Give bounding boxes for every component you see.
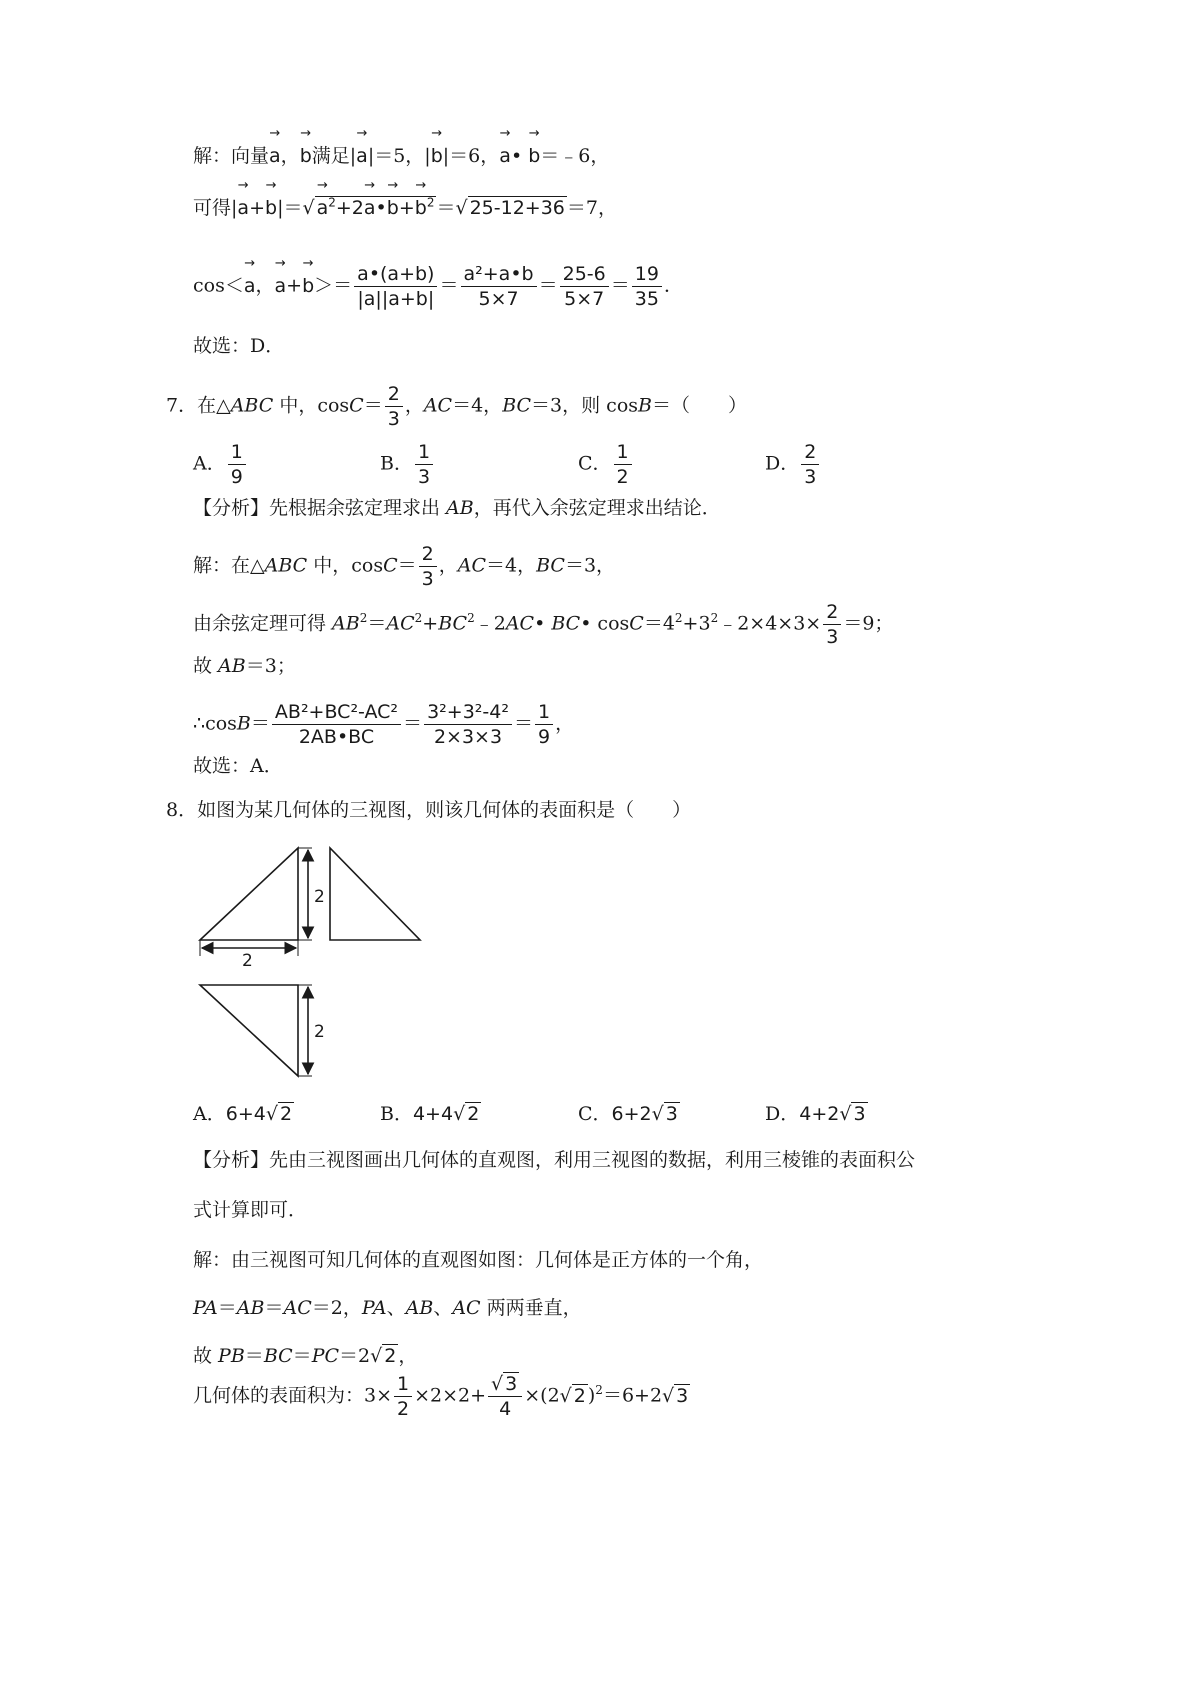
q8-sol-line4: 几何体的表面积为：3× $\frac{1}{2}$ ×2×2+ $\frac{√ 3}{4}$ ×(2√ 2 )$^2$＝6+2√ 3 xyxy=(193,1373,689,1420)
q8-option-a[interactable]: A．6+4√ 2 xyxy=(193,1103,293,1125)
q7-option-d[interactable]: D． $\frac{2}{3}$ xyxy=(765,440,821,489)
top-height-label: 2 xyxy=(314,1022,325,1042)
q8-sol-line2: PA＝AB＝AC＝2，PA、AB、AC 两两垂直， xyxy=(193,1297,582,1319)
front-height-label: 2 xyxy=(314,887,325,907)
q7-option-b[interactable]: B． $\frac{1}{3}$ xyxy=(380,440,435,489)
q7-sol-line4: ∴cosB＝ $\frac{\text{AB²+BC²-AC²}}{2AB•BC}$ ＝ $\frac{\text{3²+3²-4²}}{2\times 3\times 3}$ ＝ $\frac{1}{9}$ ， xyxy=(193,701,575,748)
front-width-label: 2 xyxy=(242,951,253,971)
q6-solution-line3: cos＜→ a，→ a+→ b＞＝ $\frac{a•(a+b)}{|a||a+b|}$ ＝ $\frac{\text{a²+a•b}}{5\times 7}$ ＝ $\frac{25-6}{5\times 7}$ ＝ $\frac{19}{35}$ ． xyxy=(193,262,683,311)
q8-analysis-line2: 式计算即可． xyxy=(193,1199,308,1221)
q7-sol-line1: 解：在△ABC 中，cosC＝ $\frac{2}{3}$ ，AC＝4，BC＝3， xyxy=(193,543,616,590)
q8-option-c[interactable]: C．6+2√ 3 xyxy=(578,1103,678,1125)
q7-sol-line3: 故 AB＝3； xyxy=(193,655,296,677)
front-view-triangle xyxy=(200,848,298,940)
three-view-figure xyxy=(192,840,452,1080)
top-view-triangle xyxy=(200,985,298,1076)
q6-solution-line1: 解：向量→ a，→ b满足|→ a|＝5，|→ b|＝6，→ a• → b＝﹣6， xyxy=(193,142,609,170)
q8-analysis-line1: 【分析】先由三视图画出几何体的直观图，利用三视图的数据，利用三棱锥的表面积公 xyxy=(193,1149,916,1171)
q8-option-b[interactable]: B．4+4√ 2 xyxy=(380,1103,480,1125)
q6-conclusion: 故选：D． xyxy=(193,335,285,357)
q8-sol-line1: 解：由三视图可知几何体的直观图如图：几何体是正方体的一个角， xyxy=(193,1249,764,1271)
q7-stem: 7．在△ABC 中，cosC＝ $\frac{2}{3}$ ，AC＝4，BC＝3，则 cosB＝（ ） xyxy=(166,383,747,430)
q6-solution-line2: 可得|→ $a+\to b|=√\to a^2+2\to$ a•→ $b+\to b^2$ ＝√ 25-12+36 ＝7， xyxy=(193,194,617,222)
q7-option-a[interactable]: A． $\frac{1}{9}$ xyxy=(193,440,248,489)
q8-sol-line3: 故 PB＝BC＝PC＝2√ 2 ， xyxy=(193,1345,418,1367)
q8-stem: 8．如图为某几何体的三视图，则该几何体的表面积是（ ） xyxy=(166,799,692,821)
q7-analysis: 【分析】先根据余弦定理求出 AB，再代入余弦定理求出结论． xyxy=(193,497,721,519)
side-view-triangle xyxy=(330,848,420,940)
q7-conclusion: 故选：A． xyxy=(193,755,283,777)
q8-option-d[interactable]: D．4+2√ 3 xyxy=(765,1103,866,1125)
q7-option-c[interactable]: C． $\frac{1}{2}$ xyxy=(578,440,634,489)
q7-sol-line2: 由余弦定理可得 $AB^2=AC^2+BC^2﹣2AC•$ BC• $\cos C=4^2+3^2﹣2\times 4\times 3\times$ $\frac{2}{3}$ ＝9； xyxy=(193,601,894,648)
